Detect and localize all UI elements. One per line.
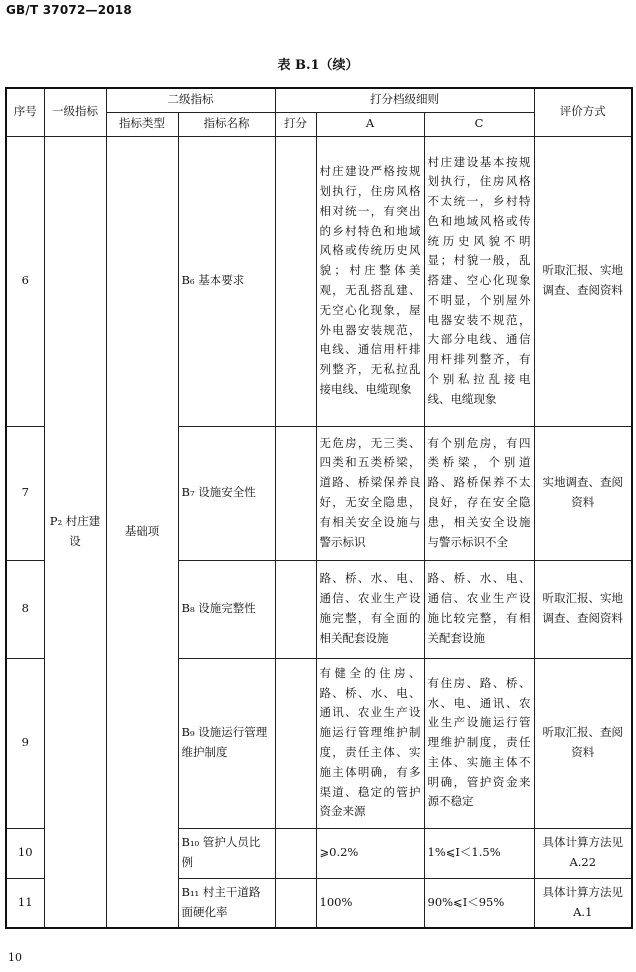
header-scoring: 打分档级细则 [275,88,534,112]
row-grade-a: 无危房，无三类、四类和五类桥梁，道路、桥梁保养良好，无安全隐患，有相关安全设施与警示标识 [316,426,424,560]
header-grade-c: C [424,112,534,136]
level1-cell: P₂ 村庄建设 [44,136,106,928]
row-method: 实地调查、查阅资料 [534,426,632,560]
page-number: 10 [8,951,22,964]
row-seq: 10 [6,828,44,878]
row-seq: 7 [6,426,44,560]
table-title: 表 B.1（续） [277,58,359,73]
header-level2-name: 指标名称 [178,112,275,136]
row-grade-c: 有住房、路、桥、水、电、通讯、农业生产设施运行管理维护制度，责任主体、实施主体不明确，管护资金来源不稳定 [424,658,534,828]
row-name: B₇ 设施安全性 [178,426,275,560]
row-name: B₉ 设施运行管理维护制度 [178,658,275,828]
row-grade-a: 村庄建设严格按规划执行，住房风格相对统一，有突出的乡村特色和地域风格或传统历史风貌；村庄整体美观，无乱搭乱建、无空心化现象，屋外电器安装规范，电线、通信用杆排列整齐，无私拉乱接电线、电缆现象 [316,136,424,426]
row-grade-a: 100% [316,878,424,928]
row-score [275,828,316,878]
header-seq: 序号 [6,88,44,136]
level2-type-cell: 基础项 [106,136,178,928]
row-method: 听取汇报、实地调查、查阅资料 [534,136,632,426]
row-seq: 9 [6,658,44,828]
row-grade-c: 1%⩽I＜1.5% [424,828,534,878]
header-score: 打分 [275,112,316,136]
row-method: 具体计算方法见 A.22 [534,828,632,878]
row-method: 听取汇报、实地调查、查阅资料 [534,560,632,658]
row-grade-c: 90%⩽I＜95% [424,878,534,928]
row-seq: 8 [6,560,44,658]
row-grade-a: 有健全的住房、路、桥、水、电、通讯、农业生产设施运行管理维护制度，责任主体、实施主体明确，有多渠道、稳定的管护资金来源 [316,658,424,828]
table-row [6,136,632,426]
header-method: 评价方式 [534,88,632,136]
header-level2: 二级指标 [106,88,275,112]
row-score [275,560,316,658]
row-score [275,658,316,828]
row-score [275,136,316,426]
row-score [275,426,316,560]
row-method: 具体计算方法见 A.1 [534,878,632,928]
row-seq: 11 [6,878,44,928]
row-name: B₆ 基本要求 [178,136,275,426]
row-seq: 6 [6,136,44,426]
row-grade-c: 路、桥、水、电、通信、农业生产设施比较完整，有相关配套设施 [424,560,534,658]
row-name: B₈ 设施完整性 [178,560,275,658]
header-level1: 一级指标 [44,88,106,136]
row-grade-a: ⩾0.2% [316,828,424,878]
row-grade-a: 路、桥、水、电、通信、农业生产设施完整，有全面的相关配套设施 [316,560,424,658]
row-grade-c: 有个别危房，有四类桥梁，个别道路、路桥保养不太良好，存在安全隐患，相关安全设施与警示标识不全 [424,426,534,560]
row-grade-c: 村庄建设基本按规划执行，住房风格不太统一，乡村特色和地域风格或传统历史风貌不明显；村貌一般，乱搭建、空心化现象不明显，个别屋外电器安装不规范，大部分电线、通信用杆排列整齐，有个别私拉乱接电线、电缆现象 [424,136,534,426]
header-grade-a: A [316,112,424,136]
row-method: 听取汇报、查阅资料 [534,658,632,828]
standard-code: GB/T 37072—2018 [6,3,132,17]
row-name: B₁₁ 村主干道路面硬化率 [178,878,275,928]
evaluation-table [5,87,633,929]
row-score [275,878,316,928]
row-name: B₁₀ 管护人员比例 [178,828,275,878]
header-level2-type: 指标类型 [106,112,178,136]
